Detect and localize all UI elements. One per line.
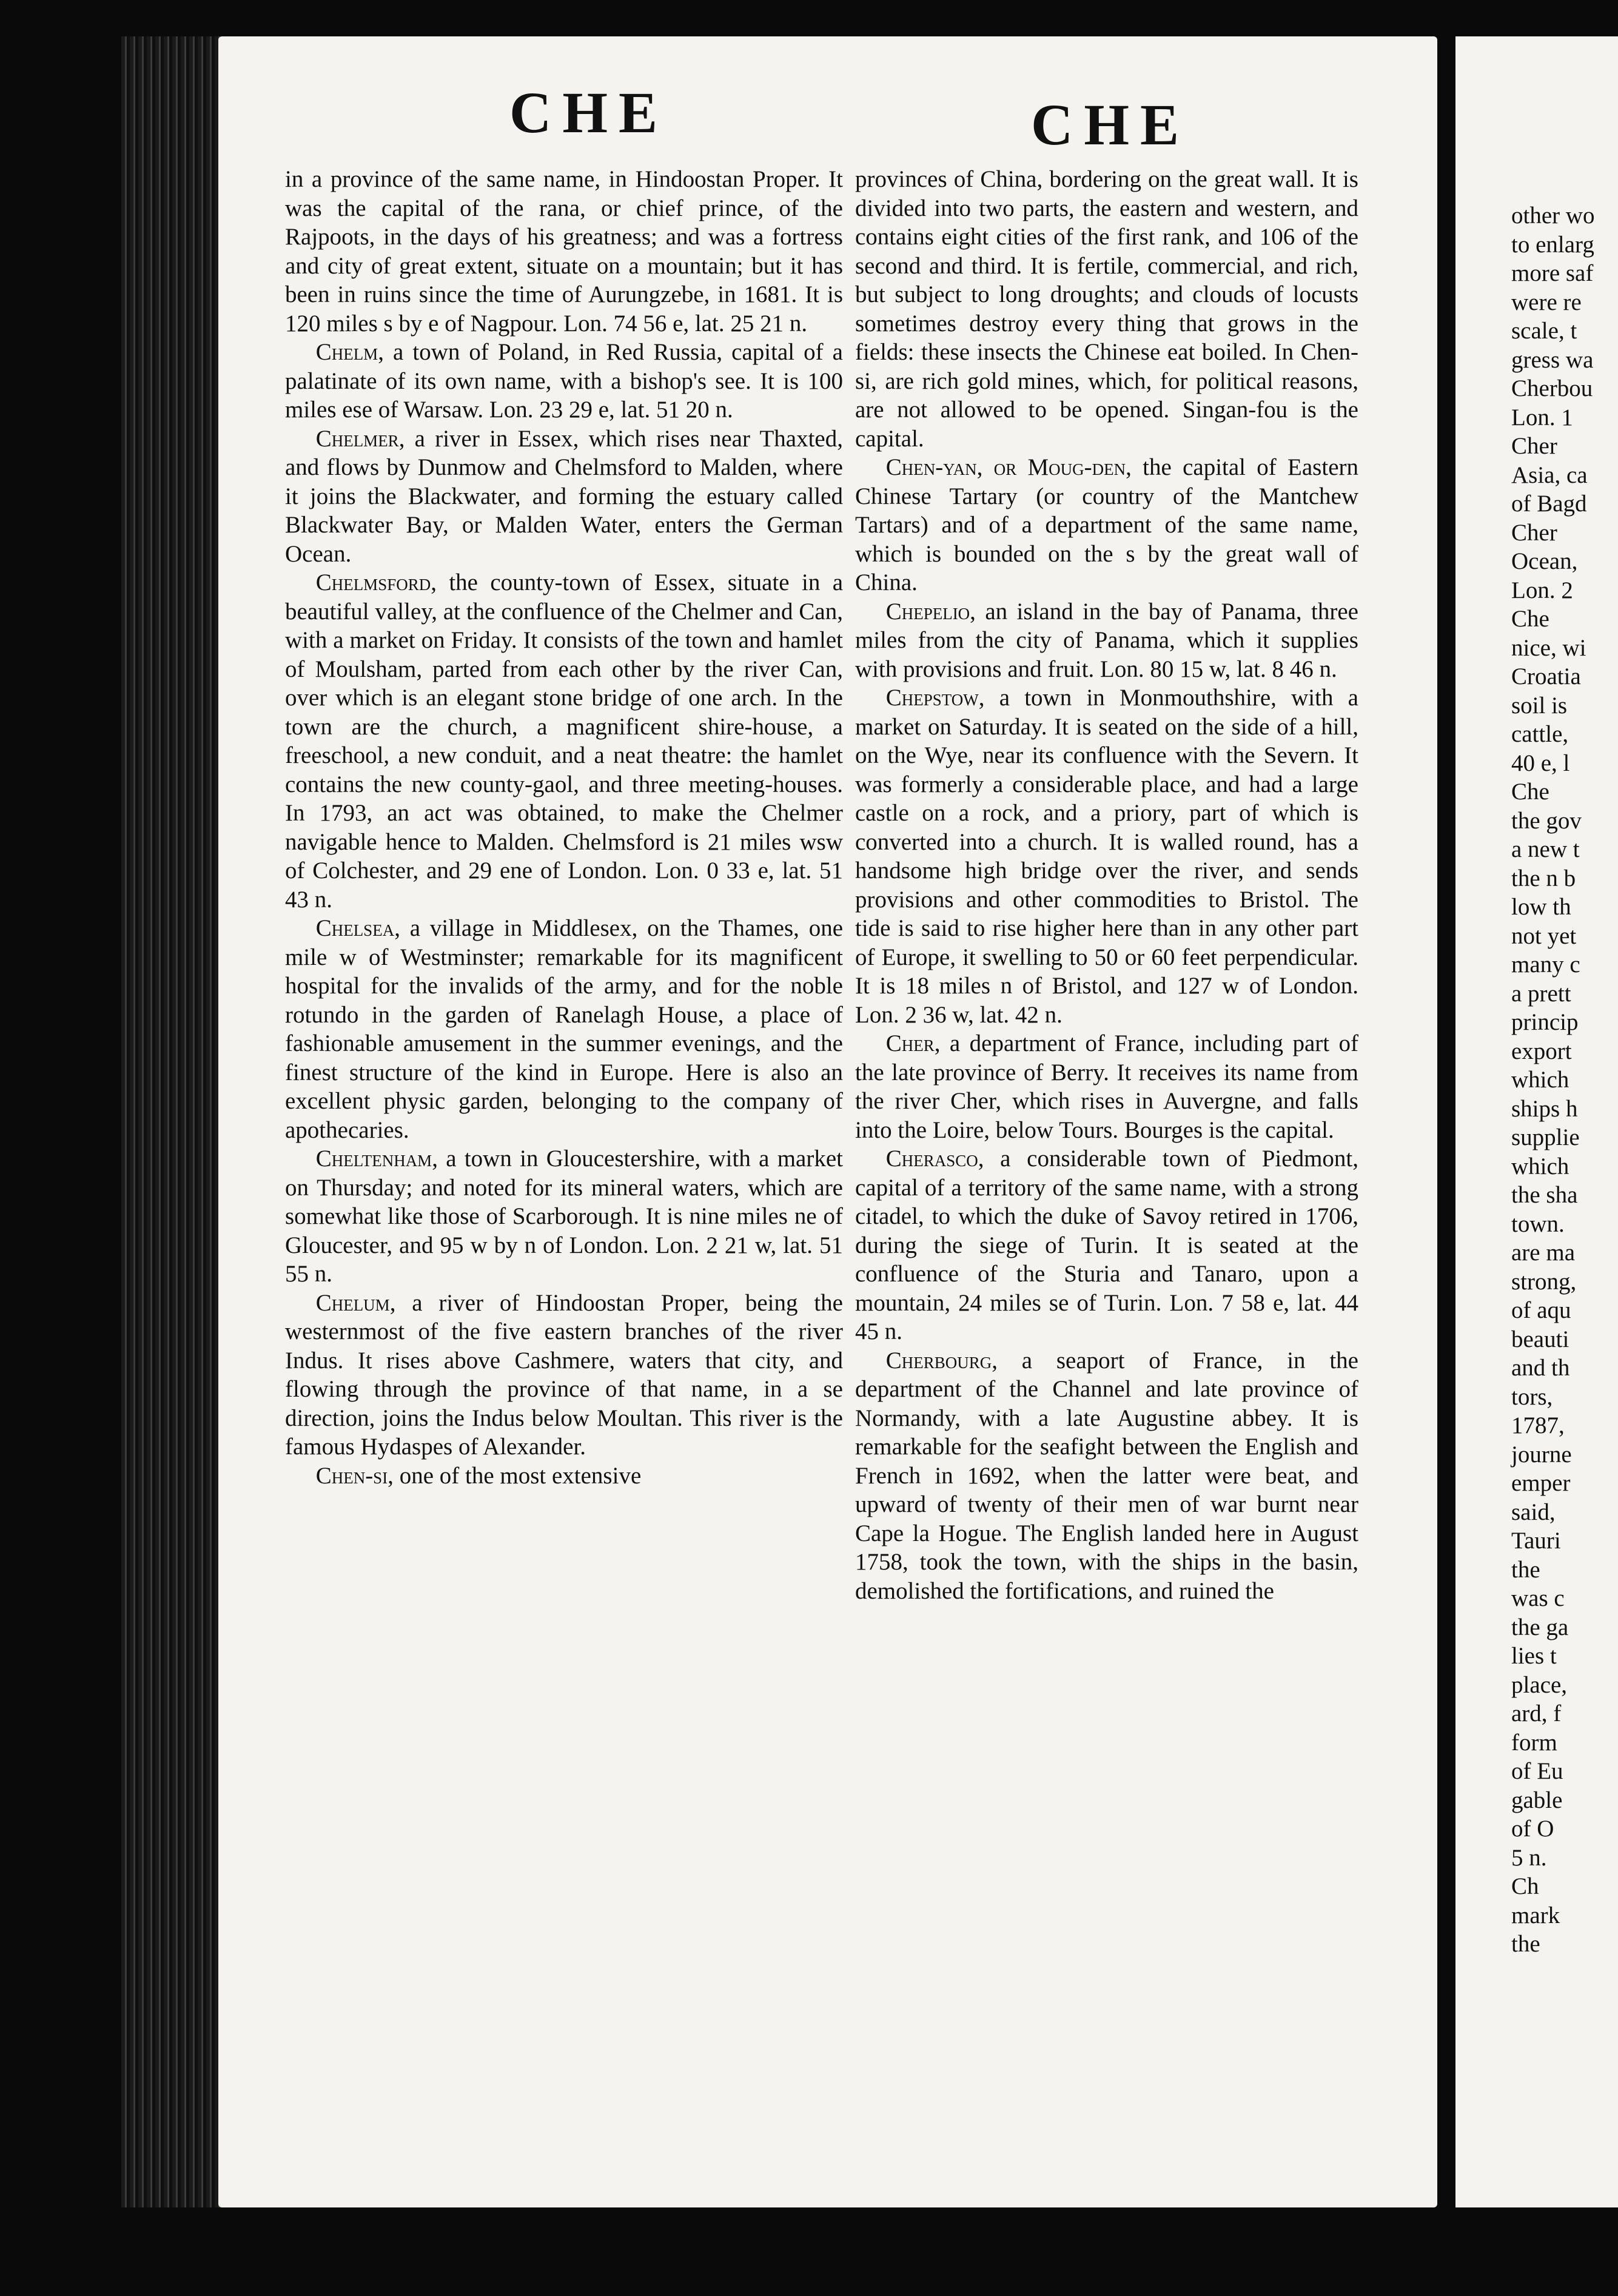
fragment-line: beauti	[1511, 1326, 1569, 1352]
running-head-left: CHE	[509, 80, 669, 145]
fragment-line: mark	[1511, 1902, 1560, 1928]
fragment-line: princip	[1511, 1009, 1579, 1035]
dictionary-entry	[855, 1029, 1358, 1144]
entry-text: a seaport of France, in the department of the Channel and late province of Normandy, with a late Augustine abbey. It is remarkable for the seafight between the English and French in 1692, when the latter were beat, and upward of twenty of their men of war burnt near Cape la Hogue. The English landed here in August 1758, took the town, with the ships in the basin, demolished the fortifications, and ruined the	[855, 1347, 1358, 1604]
fragment-line: and th	[1511, 1355, 1570, 1381]
entry-headword: Chelmer,	[315, 425, 405, 452]
book-spine-edge	[121, 36, 224, 2207]
fragment-line: a new t	[1511, 836, 1580, 862]
fragment-line: emper	[1511, 1470, 1571, 1496]
fragment-line: scale, t	[1511, 318, 1577, 344]
fragment-line: said,	[1511, 1499, 1556, 1525]
continued-paragraph	[285, 165, 843, 338]
running-head-right: CHE	[1031, 92, 1190, 157]
entry-text: a village in Middlesex, on the Thames, one mile w of Westminster; remarkable for its magnificent hospital for the invalids of the army, and for the noble rotundo in the garden of Ranelagh House, a place of fashionable amusement in the summer evenings, and the finest structure of the kind in Europe. Here is also an excellent physic garden, belonging to the company of apothecaries.	[285, 915, 843, 1143]
fragment-line: Che	[1511, 606, 1549, 632]
fragment-line: ard, f	[1511, 1700, 1562, 1727]
entry-text: an island in the bay of Panama, three miles from the city of Panama, which it supplies with provisions and fruit. Lon. 80 15 w, lat. 8 46 n.	[855, 598, 1358, 682]
entry-headword: Chelmsford,	[315, 569, 437, 596]
fragment-line: of aqu	[1511, 1297, 1571, 1323]
fragment-line: nice, wi	[1511, 634, 1586, 661]
fragment-line: a prett	[1511, 980, 1571, 1007]
fragment-line: the	[1511, 1931, 1540, 1957]
entry-text: a town of Poland, in Red Russia, capital of a palatinate of its own name, with a bishop's see. It is 100 miles ese of Warsaw. Lon. 23 29 e, lat. 51 20 n.	[285, 339, 843, 423]
fragment-line: were re	[1511, 289, 1582, 315]
fragment-line: town.	[1511, 1210, 1565, 1237]
fragment-line: strong,	[1511, 1268, 1577, 1295]
fragment-line: many c	[1511, 952, 1580, 978]
entry-text: a town in Gloucestershire, with a market on Thursday; and noted for its mineral waters, which are somewhat like those of Scarborough. It is nine miles ne of Gloucester, and 95 w by n of London. Lon. 2 21 w, lat. 51 55 n.	[285, 1146, 843, 1287]
fragment-line: ships h	[1511, 1095, 1578, 1122]
fragment-line: are ma	[1511, 1240, 1576, 1266]
entry-text: a considerable town of Piedmont, capital of a territory of the same name, with a strong citadel, to which the duke of Savoy retired in 1706, during the siege of Turin. It is seated at the confluence of the Sturia and Tanaro, upon a mountain, 24 miles se of Turin. Lon. 7 58 e, lat. 44 45 n.	[855, 1146, 1358, 1344]
entry-headword: Cher,	[885, 1030, 941, 1056]
entry-headword: Chepstow,	[885, 685, 985, 711]
fragment-line: of Bagd	[1511, 491, 1587, 517]
entry-headword: Chen-si,	[315, 1462, 394, 1489]
entry-text: one of the most extensive	[393, 1462, 642, 1489]
dictionary-entry	[855, 683, 1358, 1029]
fragment-line: Tauri	[1511, 1528, 1561, 1554]
entry-text: the county-town of Essex, situate in a beautiful valley, at the confluence of the Chelmer and Can, with a market on Friday. It consists of the town and hamlet of Moulsham, parted from each other by the river Can, over which is an elegant stone bridge of one arch. In the town are the church, a magnificent shire-house, a freeschool, a new conduit, and a neat theatre: the hamlet contains the new county-gaol, and three meeting-houses. In 1793, an act was obtained, to make the Chelmer navigable hence to Malden. Chelmsford is 21 miles wsw of Colchester, and 29 ene of London. Lon. 0 33 e, lat. 51 43 n.	[285, 569, 843, 913]
fragment-line: Ch	[1511, 1873, 1539, 1899]
fragment-line: Asia, ca	[1511, 462, 1588, 488]
dictionary-entry	[855, 1144, 1358, 1346]
dictionary-entry	[855, 597, 1358, 684]
entry-headword: Cheltenham,	[315, 1146, 438, 1172]
dictionary-entry	[855, 1346, 1358, 1606]
entry-headword: Chelum,	[315, 1289, 396, 1316]
fragment-line: to enlarg	[1511, 231, 1594, 258]
continued-paragraph	[855, 165, 1358, 453]
dictionary-entry	[285, 1289, 843, 1462]
fragment-line: gable	[1511, 1787, 1563, 1813]
dictionary-entry	[285, 338, 843, 425]
fragment-line: soil is	[1511, 692, 1568, 719]
fragment-line: 1787,	[1511, 1412, 1565, 1438]
fragment-line: of Eu	[1511, 1758, 1563, 1784]
fragment-line: gress wa	[1511, 346, 1594, 373]
adjacent-page-column	[1511, 201, 1618, 1959]
fragment-line: the	[1511, 1556, 1540, 1583]
fragment-line: journe	[1511, 1441, 1572, 1468]
fragment-line: the ga	[1511, 1614, 1569, 1640]
fragment-line: of O	[1511, 1816, 1554, 1842]
fragment-line: more saf	[1511, 260, 1594, 286]
fragment-line: not yet	[1511, 922, 1577, 949]
entry-text: a river of Hindoostan Proper, being the westernmost of the five eastern branches of the river Indus. It rises above Cashmere, waters that city, and flowing through the province of that name, in a se direction, joins the Indus below Moultan. This river is the famous Hydaspes of Alexander.	[285, 1289, 843, 1460]
middle-text-column	[855, 165, 1358, 1605]
fragment-line: the n b	[1511, 865, 1576, 891]
fragment-line: export	[1511, 1038, 1572, 1064]
entry-headword: Chelsea,	[315, 915, 400, 941]
fragment-line: Lon. 1	[1511, 404, 1573, 431]
dictionary-entry	[855, 453, 1358, 597]
fragment-line: form	[1511, 1729, 1557, 1756]
dictionary-entry	[285, 425, 843, 569]
fragment-line: cattle,	[1511, 721, 1569, 747]
left-text-column	[285, 165, 843, 1490]
fragment-line: Che	[1511, 779, 1549, 805]
entry-text: a department of France, including part of the late province of Berry. It receives its name from the river Cher, which rises in Auvergne, and falls into the Loire, below Tours. Bourges is the capital.	[855, 1030, 1358, 1143]
entry-text: provinces of China, bordering on the great wall. It is divided into two parts, the eastern and western, and contains eight cities of the first rank, and 106 of the second and third. It is fertile, commercial, and rich, but subject to long droughts; and clouds of locusts sometimes destroy every thing that grows in the fields: these insects the Chinese eat boiled. In Chen-si, are rich gold mines, which, for political reasons, are not allowed to be opened. Singan-fou is the capital.	[855, 166, 1358, 452]
entry-headword: Cherbourg,	[885, 1347, 998, 1374]
entry-text: a town in Monmouthshire, with a market on Saturday. It is seated on the side of a hill, on the Wye, near its confluence with the Severn. It was formerly a considerable place, and had a large castle on a rock, and a priory, part of which is converted into a church. It is walled round, has a handsome high bridge over the river, and sends provisions and other commodities to Bristol. The tide is said to rise higher here than in any other part of Europe, it swelling to 50 or 60 feet perpendicular. It is 18 miles n of Bristol, and 127 w of London. Lon. 2 36 w, lat. 42 n.	[855, 685, 1358, 1028]
fragment-line: which	[1511, 1153, 1569, 1180]
dictionary-entry	[285, 1144, 843, 1289]
entry-text: the capital of Eastern Chinese Tartary (or country of the Mantchew Tartars) and of a department of the same name, which is bounded on the s by the great wall of China.	[855, 454, 1358, 596]
fragment-line: 40 e, l	[1511, 750, 1570, 776]
fragment-line: Ocean,	[1511, 548, 1578, 574]
fragment-line: supplie	[1511, 1124, 1580, 1150]
fragment-line: Croatia	[1511, 663, 1581, 690]
dictionary-entry	[285, 914, 843, 1144]
entry-text: in a province of the same name, in Hindoostan Proper. It was the capital of the rana, or chief prince, of the Rajpoots, in the days of his greatness; and was a fortress and city of great extent, situate on a mountain; but it has been in ruins since the time of Aurungzebe, in 1681. It is 120 miles s by e of Nagpour. Lon. 74 56 e, lat. 25 21 n.	[285, 166, 843, 337]
entry-headword: Chepelio,	[885, 598, 976, 625]
fragment-line: Lon. 2	[1511, 577, 1573, 603]
fragment-line: low th	[1511, 894, 1571, 920]
fragment-line: lies t	[1511, 1643, 1557, 1669]
fragment-line: 5 n.	[1511, 1844, 1547, 1871]
fragment-line: Cher	[1511, 519, 1557, 546]
fragment-line: tors,	[1511, 1383, 1553, 1410]
dictionary-entry	[285, 1462, 843, 1491]
fragment-line: Cher	[1511, 433, 1557, 459]
dictionary-entry	[285, 568, 843, 914]
fragment-line: Cherbou	[1511, 375, 1593, 401]
fragment-line: place,	[1511, 1671, 1568, 1698]
fragment-line: was c	[1511, 1585, 1565, 1611]
entry-headword: Chen-yan, or Moug-den,	[885, 454, 1132, 480]
entry-headword: Cherasco,	[885, 1146, 984, 1172]
entry-headword: Chelm,	[315, 339, 384, 365]
fragment-line: which	[1511, 1067, 1569, 1093]
fragment-line: other wo	[1511, 203, 1595, 229]
adjacent-page-fragment	[1455, 36, 1618, 2207]
fragment-line: the gov	[1511, 807, 1582, 834]
entry-text: a river in Essex, which rises near Thaxted, and flows by Dunmow and Chelmsford to Malden, where it joins the Blackwater, and forming the estuary called Blackwater Bay, or Malden Water, enters the German Ocean.	[285, 425, 843, 567]
fragment-line: the sha	[1511, 1182, 1578, 1208]
